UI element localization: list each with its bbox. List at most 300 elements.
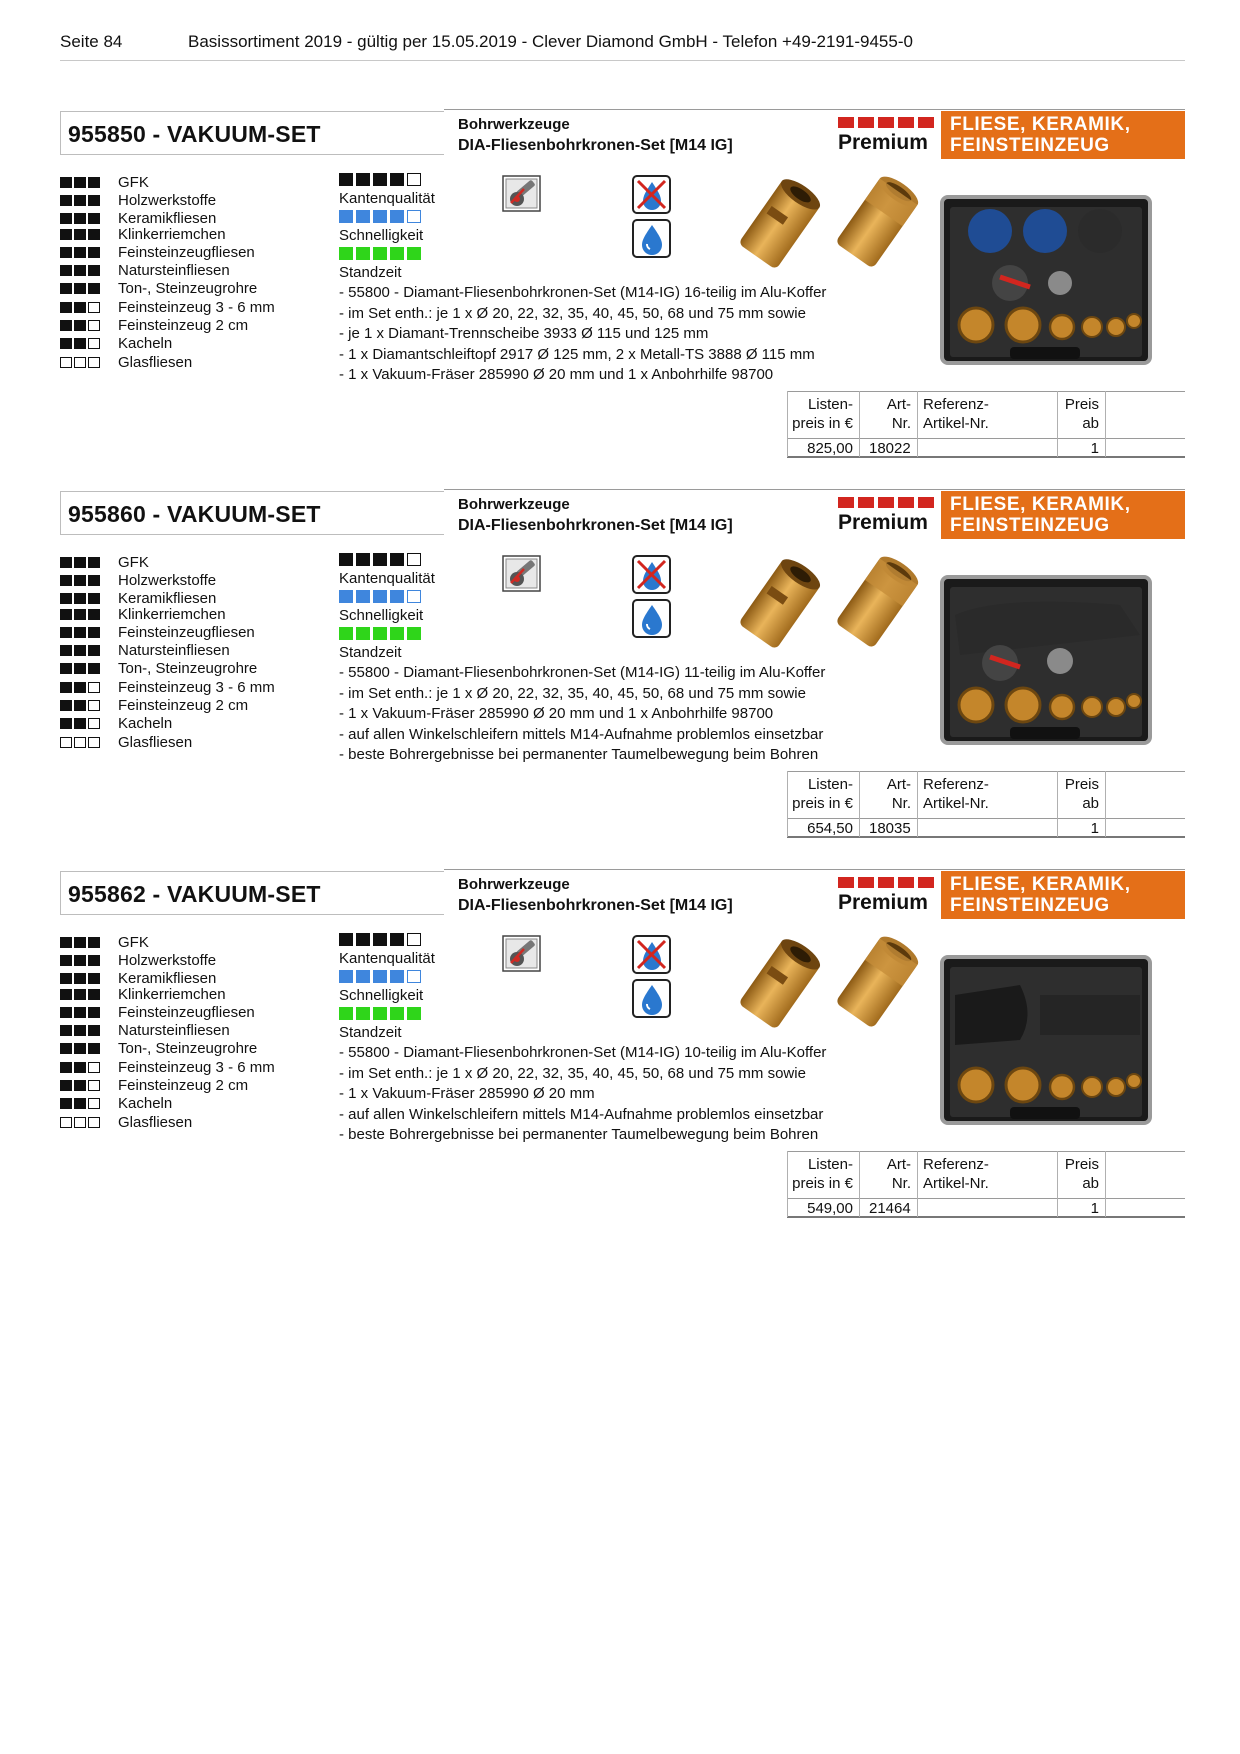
rating-square [74,265,86,276]
rating-square [88,663,100,674]
application-rating [60,302,105,314]
application-label: Klinkerriemchen [118,226,226,243]
rating-square [60,1043,72,1054]
rating-square [88,1098,100,1109]
rating-square [60,265,72,276]
rating-square [74,177,86,188]
article-number-value: 21464 [869,1200,911,1217]
divider [444,489,1185,490]
rating-square [339,173,353,186]
rating-square [339,933,353,946]
rating-square [356,1007,370,1020]
case-image [940,955,1152,1130]
rating-square [390,247,404,260]
table-divider [1105,1151,1106,1217]
application-label: Holzwerkstoffe [118,192,217,209]
no-dry-cutting-icon [632,555,672,600]
rating-square [74,213,86,224]
premium-square [878,117,894,128]
rating-square [74,302,86,313]
application-label: Glasfliesen [118,1114,193,1131]
header-line: ab [1082,415,1099,432]
article-number-header [859,1155,911,1193]
rating-square [60,283,72,294]
description-line: - 1 x Diamantschleiftopf 2917 Ø 125 mm, 2 x Metall-TS 3888 Ø 115 mm [339,345,815,363]
application-rating [60,718,105,730]
banner-line: FLIESE, KERAMIK, [950,494,1131,515]
rating-square [74,645,86,656]
description-line: - 1 x Vakuum-Fräser 285990 Ø 20 mm und 1 x Anbohrhilfe 98700 [339,705,774,722]
table-border [787,438,1185,439]
header-line: ab [1082,795,1099,812]
rating-square [74,609,86,620]
rating-kantenqualitaet [339,553,435,587]
rating-square [390,627,404,640]
rating-square [88,1043,100,1054]
rating-square [74,1025,86,1036]
rating-square [60,937,72,948]
rating-bar [339,247,424,265]
application-label: Feinsteinzeugfliesen [118,244,255,261]
rating-square [407,173,421,186]
premium-square [858,117,874,128]
header-line: preis in € [792,1175,853,1192]
case-image [940,575,1152,750]
water-drop-icon [632,219,672,264]
rating-square [74,593,86,604]
application-rating [60,320,105,332]
banner-line: FEINSTEINZEUG [950,135,1110,156]
rating-square [88,229,100,240]
rating-square [88,700,100,711]
rating-schnelligkeit [339,970,424,1004]
rating-square [373,210,387,223]
application-rating [60,338,105,350]
header-line: Artikel-Nr. [923,795,989,812]
no-dry-cutting-icon [632,175,672,220]
description-line: - auf allen Winkelschleifern mittels M14-Aufnahme problemlos einsetzbar [339,725,824,743]
rating-square [88,593,100,604]
rating-square [60,575,72,586]
application-label: Natursteinfliesen [118,642,230,659]
category-label: Bohrwerkzeuge [458,876,570,893]
rating-bar [339,173,424,191]
premium-square [898,497,914,508]
rating-square [88,955,100,966]
rating-square [74,283,86,294]
application-rating [60,593,105,605]
divider [444,109,1185,110]
reference-number-header [923,1155,1053,1193]
header-line: Referenz- [923,1156,989,1173]
rating-bar [339,933,424,951]
application-rating [60,177,105,189]
premium-square [898,877,914,888]
rating-square [373,627,387,640]
table-border [787,818,1185,819]
description-line: - 55800 - Diamant-Fliesenbohrkronen-Set (M14-IG) 16-teilig im Alu-Koffer [339,284,827,301]
rating-square [60,1080,72,1091]
category-banner [941,491,1185,539]
price-from-qty-header [1057,395,1099,433]
rating-square [390,590,404,603]
drill-bits-image [732,933,922,1048]
rating-square [74,663,86,674]
rating-square [60,989,72,1000]
rating-label: Standzeit [339,644,402,661]
rating-square [88,1117,100,1128]
price-from-qty-header [1057,1155,1099,1193]
rating-kantenqualitaet [339,933,435,967]
rating-square [88,195,100,206]
price-from-qty-value: 1 [1090,820,1099,837]
application-label: Feinsteinzeug 2 cm [118,697,249,714]
subcategory-label: DIA-Fliesenbohrkronen-Set [M14 IG] [458,897,733,914]
header-info: Basissortiment 2019 - gültig per 15.05.2019 - Clever Diamond GmbH - Telefon +49-2191-9455-0 [188,32,913,51]
rating-bar [339,590,424,608]
application-rating [60,937,105,949]
banner-line: FEINSTEINZEUG [950,515,1110,536]
category-banner [941,871,1185,919]
rating-square [373,1007,387,1020]
rating-square [356,247,370,260]
application-label: Feinsteinzeugfliesen [118,624,255,641]
application-rating [60,682,105,694]
application-rating [60,973,105,985]
application-rating [60,955,105,967]
rating-square [390,553,404,566]
rating-square [60,1062,72,1073]
application-rating [60,1062,105,1074]
rating-square [60,338,72,349]
product-title: 955862 - VAKUUM-SET [68,881,321,907]
description-line: - im Set enth.: je 1 x Ø 20, 22, 32, 35, 40, 45, 50, 68 und 75 mm sowie [339,304,806,322]
rating-square [74,247,86,258]
application-rating [60,1098,105,1110]
header-line: Artikel-Nr. [923,415,989,432]
water-drop-icon [632,599,672,644]
application-label: Feinsteinzeug 3 - 6 mm [118,1059,275,1076]
rating-square [74,989,86,1000]
rating-square [407,247,421,260]
application-rating [60,557,105,569]
rating-bar [339,627,424,645]
rating-schnelligkeit [339,590,424,624]
rating-standzeit [339,627,424,661]
application-label: Kacheln [118,335,173,352]
premium-square [918,877,934,888]
rating-square [88,177,100,188]
rating-square [88,320,100,331]
rating-square [74,1043,86,1054]
premium-label: Premium [838,891,928,914]
page-header [60,30,1185,61]
header-line: Listen- [807,396,853,413]
header-line: Nr. [891,795,911,812]
rating-square [60,1098,72,1109]
rating-square [88,1007,100,1018]
description-line: - im Set enth.: je 1 x Ø 20, 22, 32, 35, 40, 45, 50, 68 und 75 mm sowie [339,1064,806,1082]
rating-bar [339,970,424,988]
application-rating [60,989,105,1001]
header-line: Artikel-Nr. [923,1175,989,1192]
rating-square [74,1080,86,1091]
rating-square [88,1080,100,1091]
product-title-box [60,491,444,535]
rating-square [407,1007,421,1020]
application-label: Glasfliesen [118,734,193,751]
product-title: 955850 - VAKUUM-SET [68,121,321,147]
rating-square [390,173,404,186]
article-number-header [859,395,911,433]
rating-square [88,575,100,586]
rating-square [88,645,100,656]
list-price-value: 654,50 [807,820,853,837]
rating-square [407,590,421,603]
description-line: - beste Bohrergebnisse bei permanenter Taumelbewegung beim Bohren [339,1126,819,1143]
rating-square [74,700,86,711]
application-label: GFK [118,554,149,571]
header-line: Referenz- [923,776,989,793]
premium-square [898,117,914,128]
price-table [787,1151,1185,1217]
product-description [339,283,826,386]
rating-square [60,718,72,729]
rating-bar [339,1007,424,1025]
case-image [940,195,1152,370]
rating-square [60,247,72,258]
description-line: - 55800 - Diamant-Fliesenbohrkronen-Set (M14-IG) 10-teilig im Alu-Koffer [339,1044,827,1061]
premium-square [878,497,894,508]
header-line: Referenz- [923,396,989,413]
application-label: Keramikfliesen [118,970,217,987]
rating-square [74,937,86,948]
application-label: Holzwerkstoffe [118,572,217,589]
application-rating [60,700,105,712]
table-divider [1105,771,1106,837]
water-drop-icon [632,979,672,1024]
list-price-value: 825,00 [807,440,853,457]
application-label: GFK [118,934,149,951]
premium-label: Premium [838,511,928,534]
category [458,114,733,156]
header-line: Preis [1064,776,1099,793]
rating-square [88,937,100,948]
application-label: Klinkerriemchen [118,606,226,623]
application-label: Natursteinfliesen [118,1022,230,1039]
rating-square [88,627,100,638]
rating-square [88,682,100,693]
page-number: Seite 84 [60,32,123,51]
product-title: 955860 - VAKUUM-SET [68,501,321,527]
application-rating [60,627,105,639]
application-label: Ton-, Steinzeugrohre [118,1040,258,1057]
category [458,494,733,536]
rating-square [88,989,100,1000]
rating-square [407,933,421,946]
list-price-value: 549,00 [807,1200,853,1217]
rating-square [339,970,353,983]
rating-square [356,590,370,603]
rating-square [88,338,100,349]
rating-square [74,357,86,368]
rating-kantenqualitaet [339,173,435,207]
rating-square [88,283,100,294]
header-line: Listen- [807,1156,853,1173]
category-banner [941,111,1185,159]
rating-square [74,737,86,748]
rating-square [74,575,86,586]
rating-schnelligkeit [339,210,424,244]
rating-square [88,718,100,729]
rating-square [60,1117,72,1128]
banner-line: FEINSTEINZEUG [950,895,1110,916]
description-line: - 1 x Vakuum-Fräser 285990 Ø 20 mm und 1 x Anbohrhilfe 98700 [339,366,774,383]
rating-square [373,970,387,983]
product-title-box [60,111,444,155]
rating-square [339,1007,353,1020]
application-rating [60,1007,105,1019]
price-from-qty-value: 1 [1090,1200,1099,1217]
application-rating [60,645,105,657]
rating-square [60,557,72,568]
drill-bits-image [732,553,922,668]
subcategory-label: DIA-Fliesenbohrkronen-Set [M14 IG] [458,137,733,154]
application-rating [60,1025,105,1037]
application-rating [60,357,105,369]
description-line: - 55800 - Diamant-Fliesenbohrkronen-Set (M14-IG) 11-teilig im Alu-Koffer [339,664,826,681]
rating-label: Kantenqualität [339,570,435,587]
header-line: Art- [886,396,911,413]
no-dry-cutting-icon [632,935,672,980]
rating-square [373,173,387,186]
rating-square [60,302,72,313]
rating-square [60,682,72,693]
rating-square [88,247,100,258]
header-line: Preis [1064,396,1099,413]
application-rating [60,1117,105,1129]
rating-square [88,265,100,276]
application-label: Feinsteinzeug 3 - 6 mm [118,299,275,316]
angle-grinder-icon [502,935,542,978]
rating-square [74,195,86,206]
category [458,874,733,916]
rating-square [339,627,353,640]
drill-bits-image [732,173,922,288]
rating-square [88,557,100,568]
description-line: - im Set enth.: je 1 x Ø 20, 22, 32, 35, 40, 45, 50, 68 und 75 mm sowie [339,684,806,702]
rating-square [60,357,72,368]
application-rating [60,213,105,225]
rating-square [74,718,86,729]
price-table [787,771,1185,837]
rating-square [339,210,353,223]
premium-square [838,497,854,508]
rating-square [60,195,72,206]
article-number-value: 18022 [869,440,911,457]
rating-square [88,737,100,748]
rating-label: Schnelligkeit [339,607,424,624]
rating-label: Schnelligkeit [339,227,424,244]
list-price-header [787,395,853,433]
application-rating [60,229,105,241]
rating-square [74,320,86,331]
application-label: Feinsteinzeug 2 cm [118,317,249,334]
application-rating [60,575,105,587]
article-number-value: 18035 [869,820,911,837]
rating-square [60,177,72,188]
table-divider [1105,391,1106,457]
table-border [787,771,1185,772]
rating-square [373,553,387,566]
rating-square [407,210,421,223]
rating-standzeit [339,1007,424,1041]
premium-square [878,877,894,888]
rating-square [373,933,387,946]
rating-label: Standzeit [339,1024,402,1041]
rating-square [407,553,421,566]
rating-square [74,682,86,693]
rating-square [407,627,421,640]
application-rating [60,283,105,295]
product-title-box [60,871,444,915]
rating-square [74,1007,86,1018]
rating-square [74,973,86,984]
application-label: Kacheln [118,1095,173,1112]
premium-square [838,877,854,888]
header-line: Preis [1064,1156,1099,1173]
header-line: ab [1082,1175,1099,1192]
rating-square [74,1062,86,1073]
application-label: GFK [118,174,149,191]
premium-square [838,117,854,128]
premium-square [918,117,934,128]
application-rating [60,1080,105,1092]
rating-square [74,338,86,349]
application-rating [60,609,105,621]
category-label: Bohrwerkzeuge [458,496,570,513]
product-block [60,869,1185,1249]
divider [444,869,1185,870]
rating-square [60,320,72,331]
list-price-header [787,775,853,813]
rating-square [356,210,370,223]
rating-square [339,247,353,260]
rating-square [390,210,404,223]
description-line: - auf allen Winkelschleifern mittels M14-Aufnahme problemlos einsetzbar [339,1105,824,1123]
rating-square [356,933,370,946]
product-description [339,663,825,766]
header-line: Nr. [891,1175,911,1192]
rating-square [74,1098,86,1109]
premium-rating [838,495,938,507]
rating-square [74,1117,86,1128]
rating-square [60,213,72,224]
rating-square [74,229,86,240]
rating-square [390,933,404,946]
application-rating [60,737,105,749]
application-label: Feinsteinzeugfliesen [118,1004,255,1021]
header-line: Nr. [891,415,911,432]
product-description [339,1043,826,1146]
premium-square [858,877,874,888]
rating-square [88,213,100,224]
application-label: Feinsteinzeug 3 - 6 mm [118,679,275,696]
rating-label: Kantenqualität [339,950,435,967]
description-line: - 1 x Vakuum-Fräser 285990 Ø 20 mm [339,1085,595,1102]
description-line: - beste Bohrergebnisse bei permanenter Taumelbewegung beim Bohren [339,746,819,763]
reference-number-header [923,395,1053,433]
